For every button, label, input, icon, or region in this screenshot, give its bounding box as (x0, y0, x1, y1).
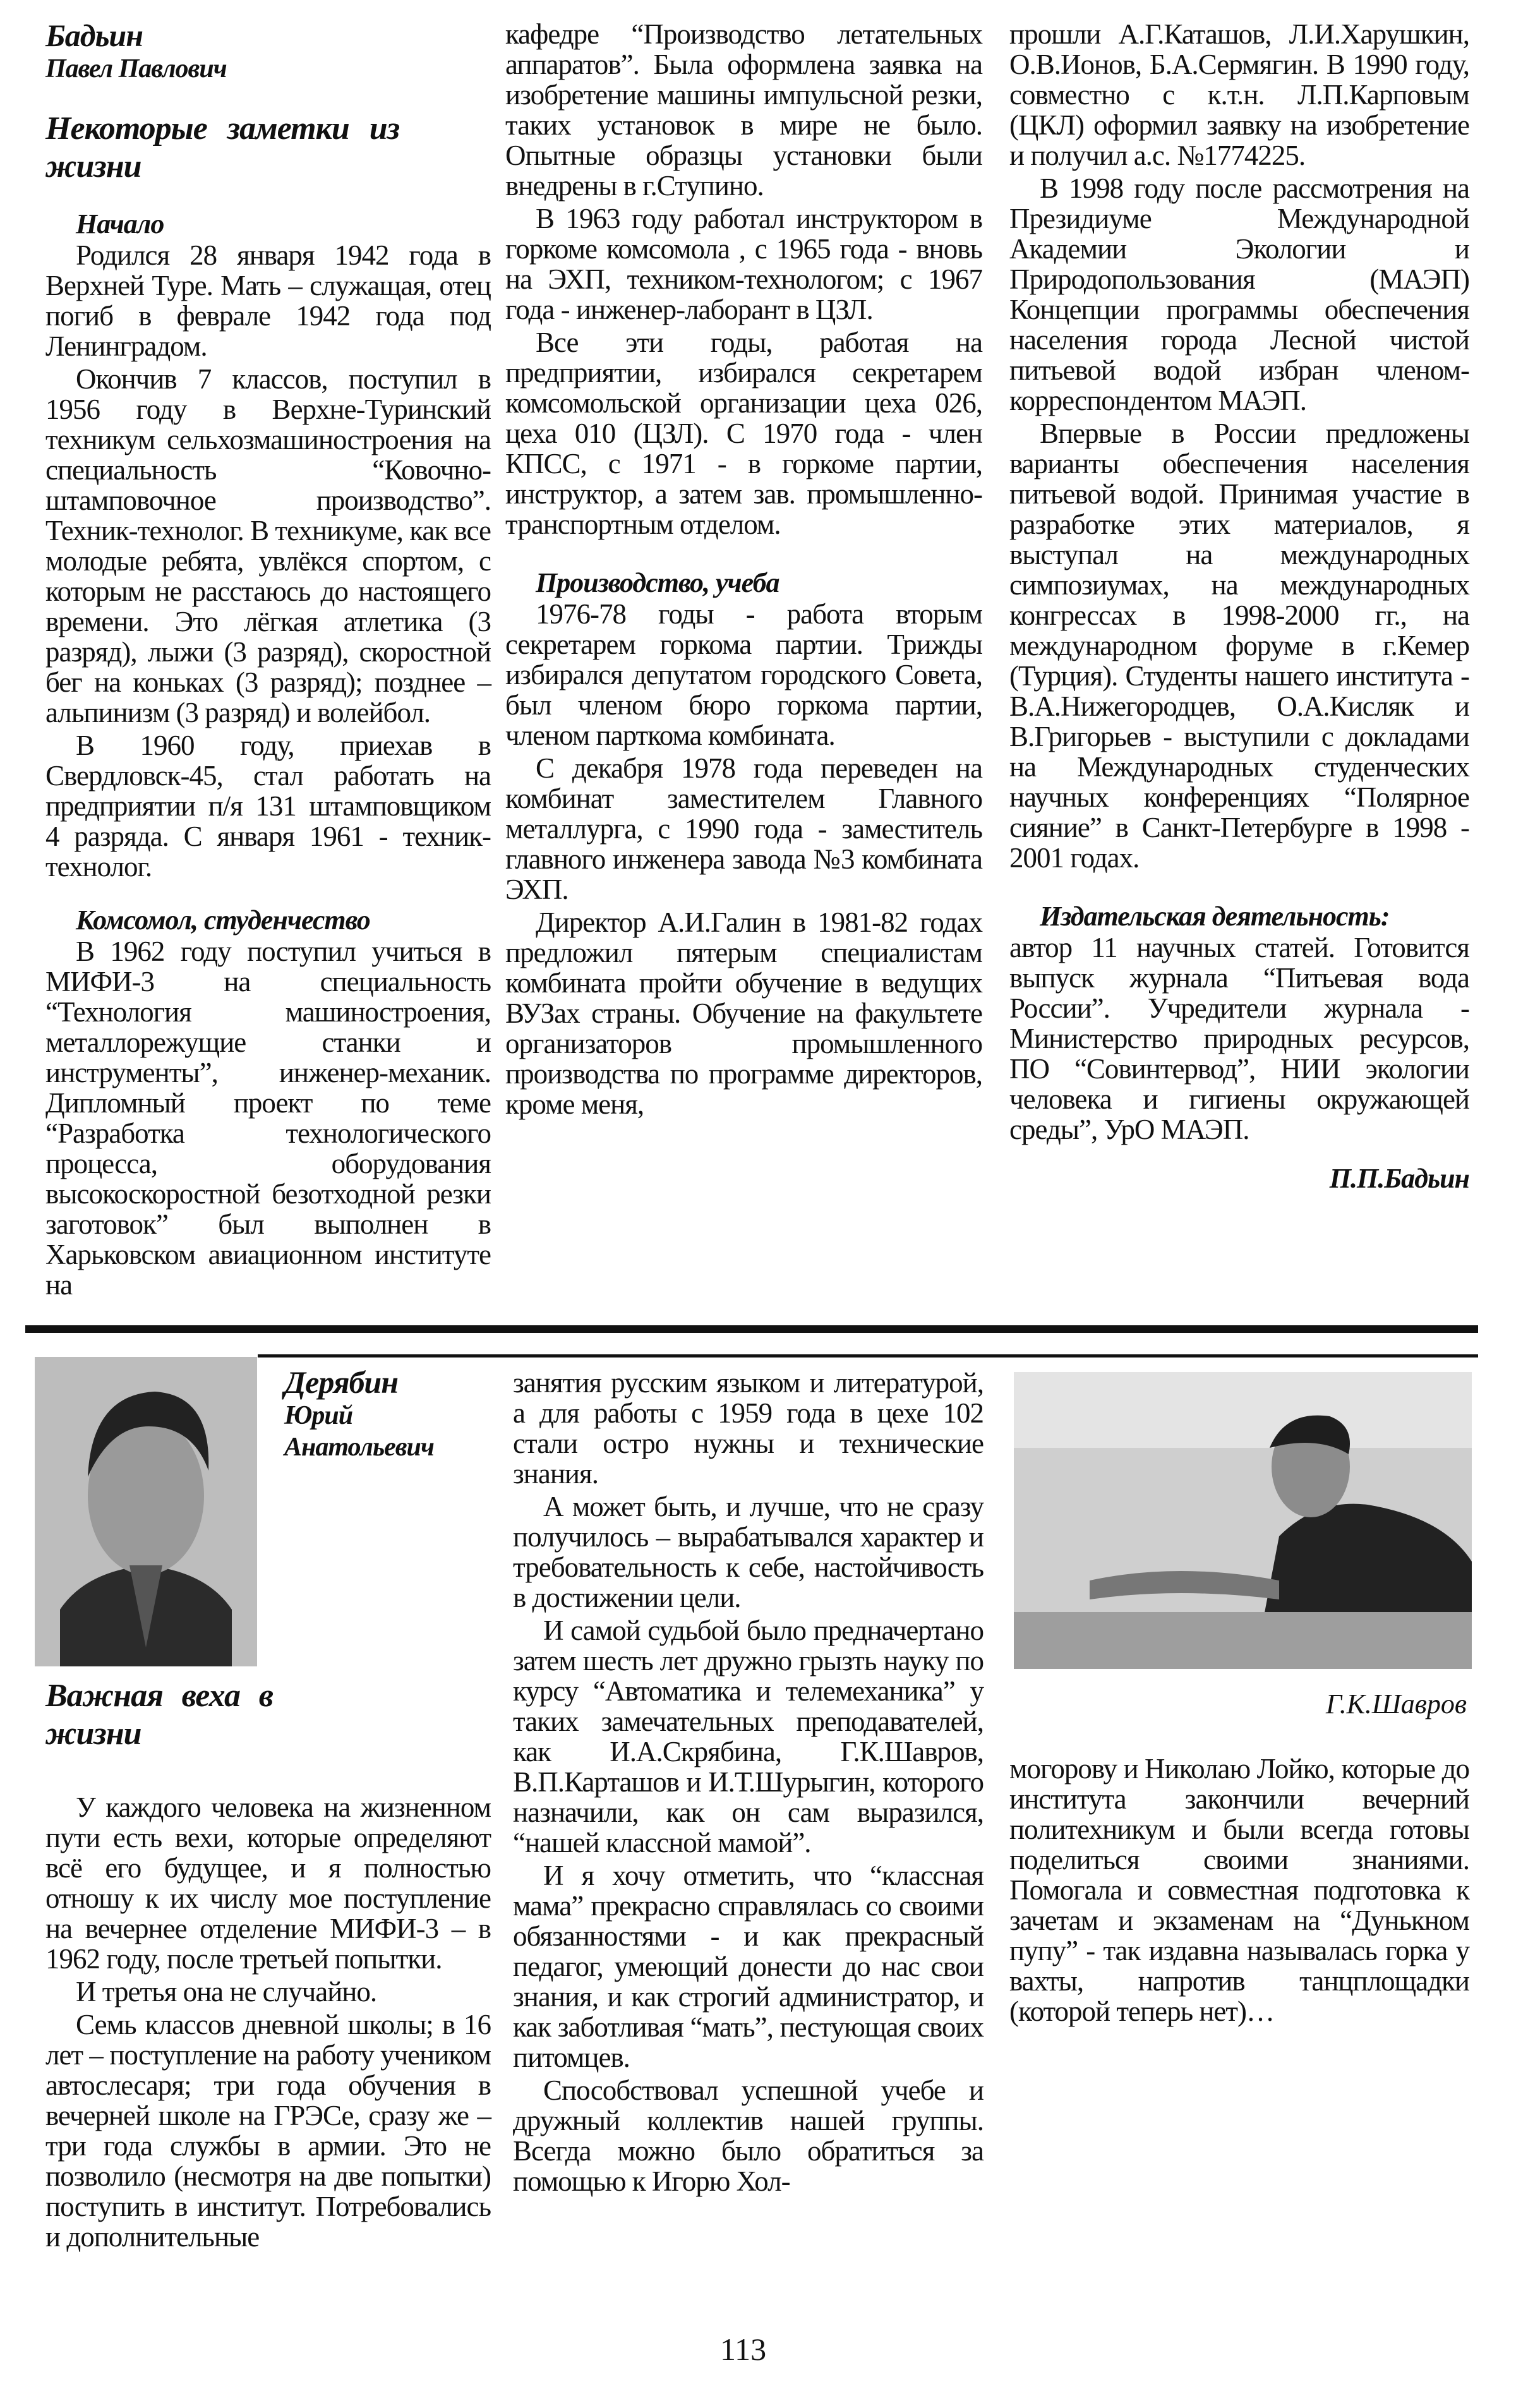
article2-column-3 (1009, 1754, 1469, 2026)
page-number: 113 (720, 2332, 767, 2367)
paragraph: И третья она не случайно. (76, 1976, 377, 2008)
paragraph: Семь классов дневной школы; в 16 лет – поступление на работу учеником автослесаря; три года обучения в вечерней школе на ГРЭСе, сразу же – три года службы в армии. Это не позволило (несмотря на две попытки) поступить в институт. Потребовались и дополнительные (45, 2009, 491, 2253)
signature: П.П.Бадьин (1329, 1163, 1469, 1194)
paragraph: Директор А.И.Галин в 1981-82 годах предложил пятерым специалистам комбината пройти обучение в ведущих ВУЗах страны. Обучение на факультете организаторов промышленного производства по программе директоров, кроме меня, (505, 906, 982, 1120)
paragraph: могорову и Николаю Лойко, которые до института закончили вечерний политехникум и были всегда готовы поделиться своими знаниями. Помогала и совместная подготовка к зачетам и экзаменам на “Дунькном пупу” - так издавна называлась горка у вахты, напротив танцплощадки (которой теперь нет)… (1009, 1753, 1469, 2027)
article1-column-2 (505, 19, 982, 1119)
section-heading: Издательская деятельность: (1040, 901, 1390, 932)
paragraph: Способствовал успешной учебе и дружный коллектив нашей группы. Всегда можно было обратиться за помощью к Игорю Хол- (513, 2074, 984, 2197)
paragraph: В 1960 году, приехав в Свердловск-45, стал работать на предприятии п/я 131 штамповщиком 4 разряда. С января 1961 - техник-технолог. (45, 730, 491, 882)
article2-header (284, 1364, 493, 1463)
paragraph: С декабря 1978 года переведен на комбинат заместителем Главного металлурга, с 1990 года - заместитель главного инженера завода №3 комбината ЭХП. (505, 752, 982, 905)
paragraph: У каждого человека на жизненном пути есть вехи, которые определяют всё его будущее, и я полностью отношу к их числу мое поступление на вечернее отделение МИФИ-3 – в 1962 году, после третьей попытки. (45, 1791, 491, 1975)
article-title: Некоторые заметки из жизни (45, 111, 399, 184)
author-surname: Бадьин (45, 18, 143, 53)
section-divider-thick (25, 1325, 1478, 1333)
paragraph: И я хочу отметить, что “классная мама” прекрасно справлялась со своими обязанностями - и как прекрасный педагог, умеющий донести до нас свои знания, и как строгий администратор, и как заботливая “мать”, пестующая своих питомцев. (513, 1860, 984, 2073)
article1-column-1 (45, 18, 491, 1300)
section-divider-thin (258, 1354, 1478, 1358)
author-patronymic: Анатольевич (284, 1433, 434, 1462)
paragraph: Родился 28 января 1942 года в Верхней Туре. Мать – служащая, отец погиб в феврале 1942 года под Ленинградом. (45, 239, 491, 362)
paragraph: И самой судьбой было предначертано затем шесть лет дружно грызть науку по курсу “Автоматика и телемеханика” у таких замечательных преподавателей, как И.А.Скрябина, Г.К.Шавров, В.П.Карташов и И.Т.Шурыгин, которого назначили, как он сам выразился, “нашей классной мамой”. (513, 1615, 984, 1858)
section-heading: Производство, учеба (536, 567, 779, 598)
teacher-photo (1014, 1372, 1472, 1669)
paragraph: автор 11 научных статей. Готовится выпуск журнала “Питьевая вода России”. Учредители журнала - Министерство природных ресурсов, ПО “Совинтервод”, НИИ экологии человека и гигиены окружающей среды”, УрО МАЭП. (1009, 932, 1469, 1145)
paragraph: В 1998 году после рассмотрения на Президиуме Международной Академии Экологии и Природопользования (МАЭП) Концепции программы обеспечения населения города Лесной чистой питьевой водой избран членом-корреспондентом МАЭП. (1009, 172, 1469, 416)
paragraph: кафедре “Производство летательных аппаратов”. Была оформлена заявка на изобретение машины импульсной резки, таких установок в мире не было. Опытные образцы установки были внедрены в г.Ступино. (505, 18, 982, 202)
author-given-name: Павел Павлович (45, 54, 227, 83)
paragraph: В 1963 году работал инструктором в горкоме комсомола , с 1965 года - вновь на ЭХП, техником-технологом; с 1967 года - инженер-лаборант в ЦЗЛ. (505, 203, 982, 325)
portrait-image (35, 1357, 257, 1666)
paragraph: Все эти годы, работая на предприятии, избирался секретарем комсомольской организации цеха 026, цеха 010 (ЦЗЛ). С 1970 года - член КПСС, с 1971 - в горкоме партии, инструктор, а затем зав. промышленно-транспортным отделом. (505, 327, 982, 540)
author-surname: Дерябин (284, 1364, 398, 1400)
article1-column-3 (1009, 19, 1469, 1194)
paragraph: 1976-78 годы - работа вторым секретарем горкома партии. Трижды избирался депутатом городского Совета, был членом бюро горкома партии, членом парткома комбината. (505, 598, 982, 751)
paragraph: занятия русским языком и литературой, а для работы с 1959 года в цехе 102 стали остро нужны и технические знания. (513, 1367, 984, 1490)
paragraph: А может быть, и лучше, что не сразу получилось – вырабатывался характер и требовательность к себе, настойчивость в достижении цели. (513, 1491, 984, 1613)
section-heading: Начало (76, 208, 164, 239)
section-heading: Комсомол, студенчество (76, 905, 370, 936)
teacher-photo-image (1014, 1372, 1472, 1669)
paragraph: Впервые в России предложены варианты обеспечения населения питьевой водой. Принимая участие в разработке этих материалов, я выступал на международных симпозиумах, на международных конгрессах в 1998-2000 гг., на международном форуме в г.Кемер (Турция). Студенты нашего института - В.А.Нижегородцев, О.А.Кисляк и В.Григорьев - выступили с докладами на Международных студенческих научных конференциях “Полярное сияние” в Санкт-Петербурге в 1998 - 2001 годах. (1009, 418, 1469, 874)
photo-caption: Г.К.Шавров (1325, 1689, 1467, 1719)
paragraph: Окончив 7 классов, поступил в 1956 году в Верхне-Туринский техникум сельхозмашиностроения на специальность “Ковочно-штамповочное производство”. Техник-технолог. В техникуме, как все молодые ребята, увлёкся спортом, с которым не расстаюсь до настоящего времени. Это лёгкая атлетика (3 разряд), лыжи (3 разряд), скоростной бег на коньках (3 разряд); позднее – альпинизм (3 разряд) и волейбол. (45, 363, 491, 728)
paragraph: В 1962 году поступил учиться в МИФИ-3 на специальность “Технология машиностроения, металлорежущие станки и инструменты”, инженер-механик. Дипломный проект по теме “Разработка технологического процесса, оборудования высокоскоростной безотходной резки заготовок” был выполнен в Харьковском авиационном институте на (45, 936, 491, 1301)
author-given-name: Юрий (284, 1401, 353, 1430)
article-title: Важная веха в жизни (45, 1678, 273, 1752)
author-portrait-photo (35, 1357, 257, 1666)
article2-column-2 (513, 1368, 984, 2196)
article2-column-1 (45, 1677, 491, 2252)
paragraph: прошли А.Г.Каташов, Л.И.Харушкин, О.В.Ионов, Б.А.Сермягин. В 1990 году, совместно с к.т.н. Л.П.Карповым (ЦКЛ) оформил заявку на изобретение и получил а.с. №1774225. (1009, 18, 1469, 171)
